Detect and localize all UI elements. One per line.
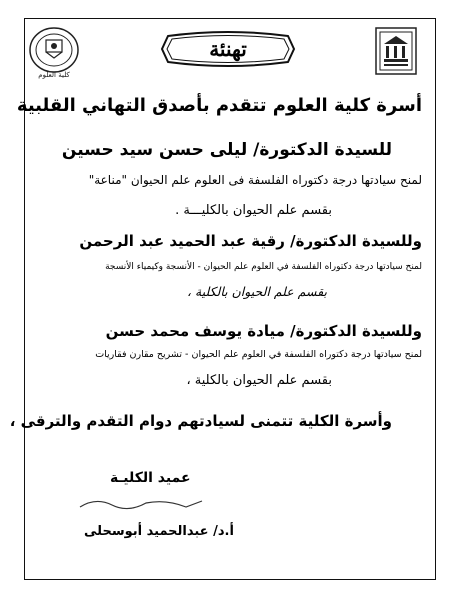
faculty-logo-left (24, 24, 84, 80)
closing-wish: وأسرة الكلية تتمنى لسيادتهم دوام التقدم والترقى ، (9, 412, 392, 430)
dean-name: أ.د/ عبدالحميد أبوسحلى (84, 524, 234, 539)
banner-title: تهنئة (209, 37, 247, 61)
recipient-3-department: بقسم علم الحيوان بالكلية ، (186, 373, 332, 388)
logo-caption: كلية العلوم (38, 71, 70, 79)
recipient-1-department: بقسم علم الحيوان بالكليـــة . (175, 203, 332, 218)
recipient-1-degree: لمنح سيادتها درجة دكتوراه الفلسفة فى العلوم علم الحيوان "مناعة" (88, 173, 422, 187)
recipient-3-name: وللسيدة الدكتورة/ ميادة يوسف محمد حسن (105, 322, 422, 340)
header-congratulations: أسرة كلية العلوم تتقدم بأصدق التهاني القلبية (16, 95, 422, 116)
recipient-2-department: بقسم علم الحيوان بالكلية ، (187, 284, 327, 299)
recipient-1-name: للسيدة الدكتورة/ ليلى حسن سيد حسين (61, 140, 393, 160)
dean-signature (76, 495, 206, 513)
recipient-2-name: وللسيدة الدكتورة/ رقية عبد الحميد عبد الرحمن (79, 232, 422, 250)
recipient-2-degree: لمنح سيادتها درجة دكتوراه الفلسفة في العلوم علم الحيوان - الأنسجة وكيمياء الأنسجة (105, 262, 422, 272)
recipient-3-degree: لمنح سيادتها درجة دكتوراه الفلسفة في العلوم علم الحيوان - تشريح مقارن فقاريات (95, 349, 422, 360)
dean-title: عميد الكليـة (110, 470, 191, 486)
university-logo-right (372, 24, 420, 80)
